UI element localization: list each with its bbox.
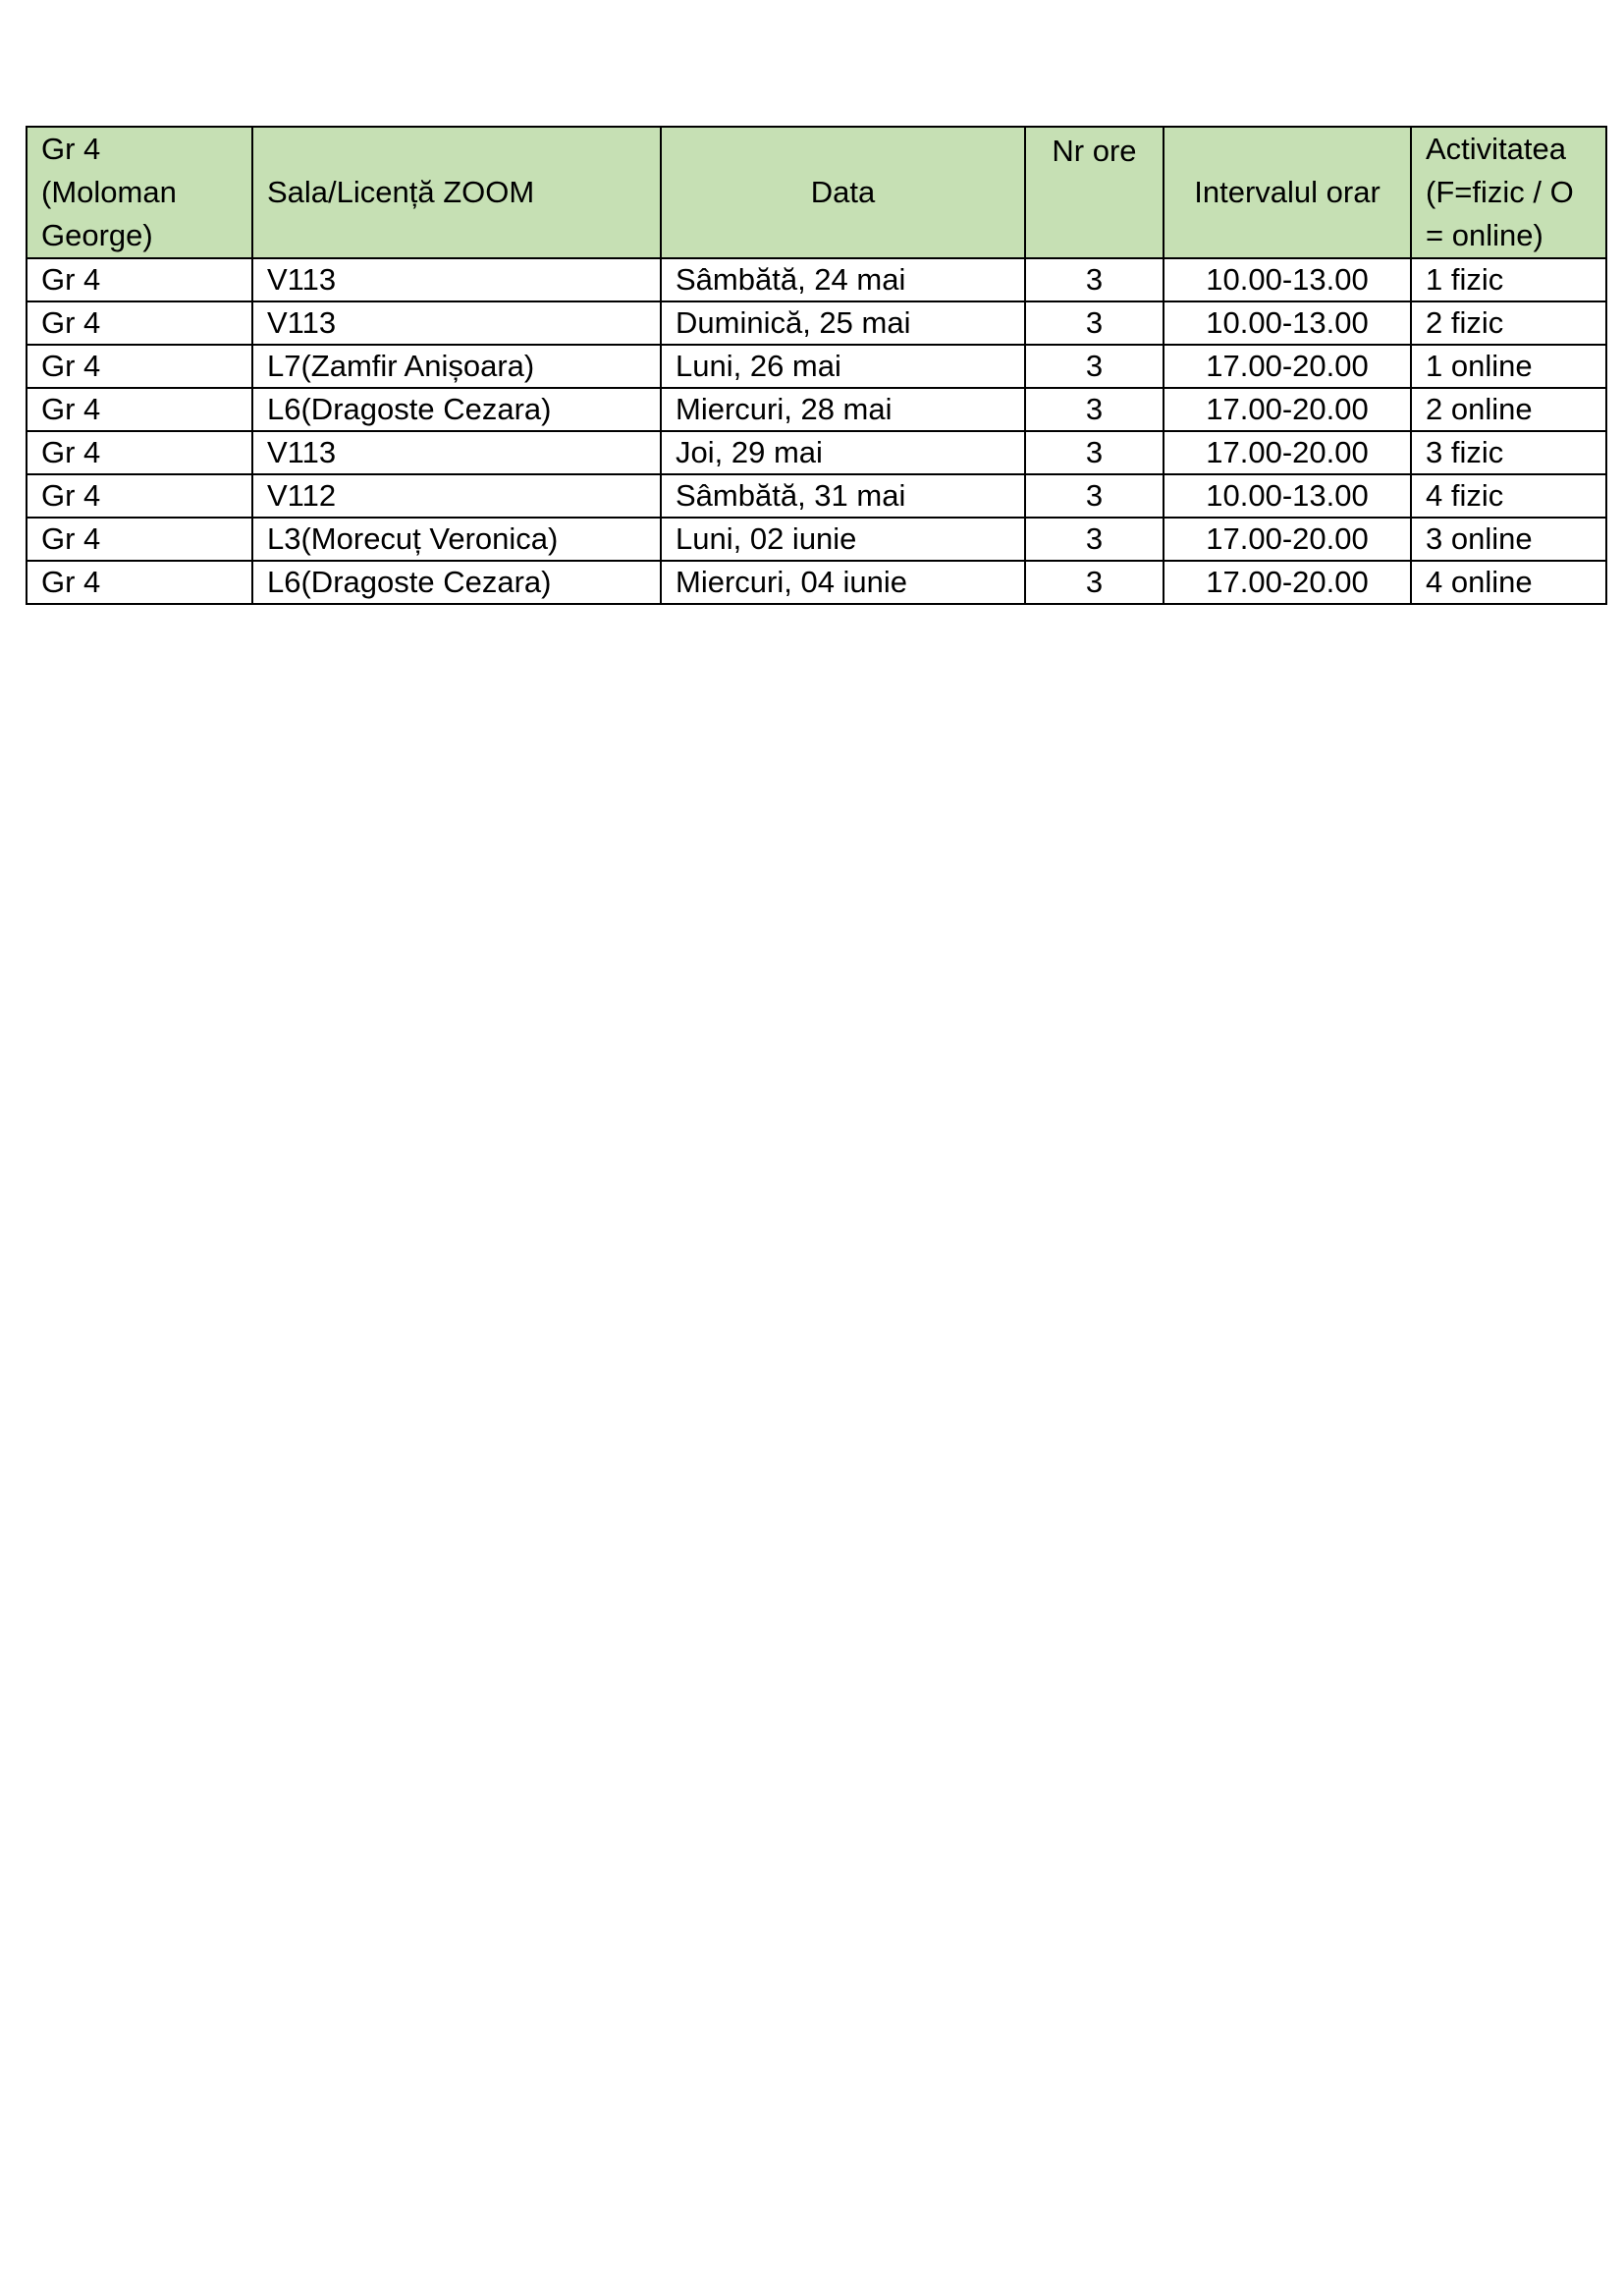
header-hours-label: Nr ore bbox=[1052, 134, 1137, 168]
cell-interval: 17.00-20.00 bbox=[1164, 388, 1411, 431]
header-date bbox=[661, 127, 1025, 258]
cell-room: V112 bbox=[252, 474, 661, 518]
cell-activity: 4 online bbox=[1411, 561, 1606, 604]
cell-interval: 10.00-13.00 bbox=[1164, 474, 1411, 518]
cell-room: L3(Morecuț Veronica) bbox=[252, 518, 661, 561]
cell-date: Joi, 29 mai bbox=[661, 431, 1025, 474]
cell-hours: 3 bbox=[1025, 518, 1164, 561]
cell-hours: 3 bbox=[1025, 561, 1164, 604]
cell-date: Sâmbătă, 24 mai bbox=[661, 258, 1025, 301]
header-group bbox=[27, 127, 252, 258]
cell-interval: 17.00-20.00 bbox=[1164, 518, 1411, 561]
cell-hours: 3 bbox=[1025, 431, 1164, 474]
cell-group: Gr 4 bbox=[27, 345, 252, 388]
table-row bbox=[27, 258, 1606, 301]
header-row bbox=[27, 127, 1606, 258]
cell-group: Gr 4 bbox=[27, 258, 252, 301]
table-row bbox=[27, 474, 1606, 518]
table-row bbox=[27, 345, 1606, 388]
cell-interval: 17.00-20.00 bbox=[1164, 345, 1411, 388]
header-interval bbox=[1164, 127, 1411, 258]
cell-activity: 1 online bbox=[1411, 345, 1606, 388]
table-row bbox=[27, 388, 1606, 431]
cell-group: Gr 4 bbox=[27, 474, 252, 518]
header-hours bbox=[1025, 127, 1164, 258]
cell-date: Miercuri, 04 iunie bbox=[661, 561, 1025, 604]
cell-group: Gr 4 bbox=[27, 561, 252, 604]
table-row bbox=[27, 561, 1606, 604]
cell-activity: 2 online bbox=[1411, 388, 1606, 431]
table-row bbox=[27, 301, 1606, 345]
header-activity bbox=[1411, 127, 1606, 258]
cell-room: V113 bbox=[252, 258, 661, 301]
header-activity-label: Activitatea (F=fizic / O = online) bbox=[1426, 132, 1574, 252]
header-group-label: Gr 4 (Moloman George) bbox=[41, 132, 177, 252]
cell-activity: 3 online bbox=[1411, 518, 1606, 561]
cell-date: Miercuri, 28 mai bbox=[661, 388, 1025, 431]
cell-hours: 3 bbox=[1025, 345, 1164, 388]
cell-activity: 2 fizic bbox=[1411, 301, 1606, 345]
cell-interval: 17.00-20.00 bbox=[1164, 561, 1411, 604]
cell-interval: 10.00-13.00 bbox=[1164, 301, 1411, 345]
cell-room: L6(Dragoste Cezara) bbox=[252, 561, 661, 604]
table-header bbox=[27, 127, 1606, 258]
cell-date: Luni, 02 iunie bbox=[661, 518, 1025, 561]
table-row bbox=[27, 431, 1606, 474]
cell-activity: 3 fizic bbox=[1411, 431, 1606, 474]
cell-date: Luni, 26 mai bbox=[661, 345, 1025, 388]
cell-hours: 3 bbox=[1025, 474, 1164, 518]
cell-group: Gr 4 bbox=[27, 388, 252, 431]
cell-room: V113 bbox=[252, 301, 661, 345]
cell-interval: 17.00-20.00 bbox=[1164, 431, 1411, 474]
cell-hours: 3 bbox=[1025, 388, 1164, 431]
schedule-table bbox=[26, 126, 1607, 605]
cell-group: Gr 4 bbox=[27, 431, 252, 474]
table-body bbox=[27, 258, 1606, 604]
cell-hours: 3 bbox=[1025, 301, 1164, 345]
table-row bbox=[27, 518, 1606, 561]
cell-date: Sâmbătă, 31 mai bbox=[661, 474, 1025, 518]
cell-date: Duminică, 25 mai bbox=[661, 301, 1025, 345]
header-room-label: Sala/Licență ZOOM bbox=[267, 175, 535, 209]
header-room bbox=[252, 127, 661, 258]
header-date-label: Data bbox=[810, 175, 876, 209]
cell-group: Gr 4 bbox=[27, 518, 252, 561]
cell-room: L7(Zamfir Anișoara) bbox=[252, 345, 661, 388]
cell-activity: 4 fizic bbox=[1411, 474, 1606, 518]
cell-room: L6(Dragoste Cezara) bbox=[252, 388, 661, 431]
cell-activity: 1 fizic bbox=[1411, 258, 1606, 301]
header-interval-label: Intervalul orar bbox=[1194, 175, 1380, 209]
cell-group: Gr 4 bbox=[27, 301, 252, 345]
cell-room: V113 bbox=[252, 431, 661, 474]
cell-hours: 3 bbox=[1025, 258, 1164, 301]
cell-interval: 10.00-13.00 bbox=[1164, 258, 1411, 301]
